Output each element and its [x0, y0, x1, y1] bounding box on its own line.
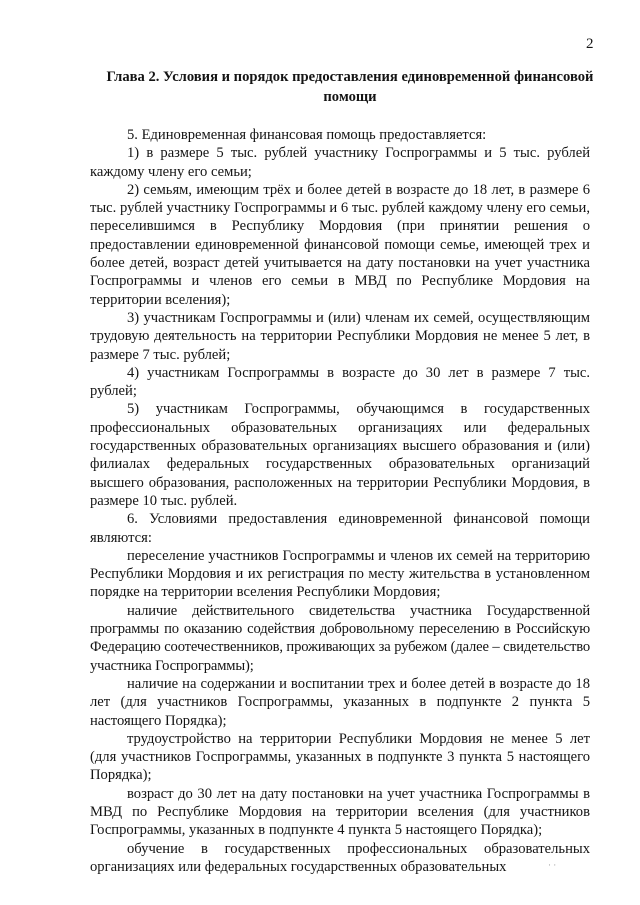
paragraph-subitem-2: 2) семьям, имеющим трёх и более детей в возрасте до 18 лет, в размере 6 тыс. рублей участнику Госпрограммы и 6 тыс. рублей каждому члену его семьи, переселившимся в Республику Мордовия (при принятии решения о предоставлении единовременной финансовой помощи семье, имеющей трех и более детей, возраст детей учитывается на дату постановки на учет участника Госпрограммы и членов его семьи в МВД по Республике Мордовия на территории вселения);: [90, 181, 590, 308]
condition-relocation: переселение участников Госпрограммы и членов их семей на территорию Республики Мордовия и их регистрация по месту жительства в установленном порядке на территории вселения Республики Мордовия;: [90, 547, 590, 601]
paragraph-item-6: 6. Условиями предоставления единовременной финансовой помощи являются:: [90, 511, 590, 546]
condition-certificate: наличие действительного свидетельства участника Государственной программы по оказанию содействия добровольному переселению в Российскую Федерацию соотечественников, проживающих за рубежом (далее – свидетельство участника Госпрограммы);: [90, 602, 590, 674]
page-number: 2: [586, 36, 594, 52]
condition-employment: трудоустройство на территории Республики Мордовия не менее 5 лет (для участников Госпрограммы, указанных в подпункте 3 пункта 5 настоящего Порядка);: [90, 730, 590, 784]
paragraph-subitem-1: 1) в размере 5 тыс. рублей участнику Госпрограммы и 5 тыс. рублей каждому члену его семьи;: [90, 145, 590, 180]
chapter-heading-line-2: помощи: [323, 89, 377, 105]
paragraph-item-5: 5. Единовременная финансовая помощь предоставляется:: [127, 127, 487, 143]
scan-speck: · ·: [548, 860, 557, 870]
chapter-heading-line-1: Глава 2. Условия и порядок предоставления единовременной финансовой: [106, 69, 594, 85]
chapter-heading: [90, 67, 610, 107]
paragraph-subitem-4: 4) участникам Госпрограммы в возрасте до 30 лет в размере 7 тыс. рублей;: [90, 364, 590, 400]
paragraph-subitem-3: 3) участникам Госпрограммы и (или) членам их семей, осуществляющим трудовую деятельность на территории Республики Мордовия не менее 5 лет, в размере 7 тыс. рублей;: [90, 309, 590, 363]
condition-age: возраст до 30 лет на дату постановки на учет участника Госпрограммы в МВД по Республике Мордовия на территории вселения (для участников Госпрограммы, указанных в подпункте 4 пункта 5 настоящего Порядка);: [90, 785, 590, 839]
condition-three-children: наличие на содержании и воспитании трех и более детей в возрасте до 18 лет (для участников Госпрограммы, указанных в подпункте 2 пункта 5 настоящего Порядка);: [90, 675, 590, 729]
document-body: [90, 126, 590, 876]
condition-education: обучение в государственных профессиональных образовательных организациях или федеральных государственных образовательных: [90, 840, 590, 875]
paragraph-subitem-5: 5) участникам Госпрограммы, обучающимся в государственных профессиональных образовательных организациях или федеральных государственных образовательных организациях высшего образования и (или) филиалах федеральных государственных образовательных организаций высшего образования, расположенных на территории Республики Мордовия, в размере 10 тыс. рублей.: [90, 401, 590, 509]
